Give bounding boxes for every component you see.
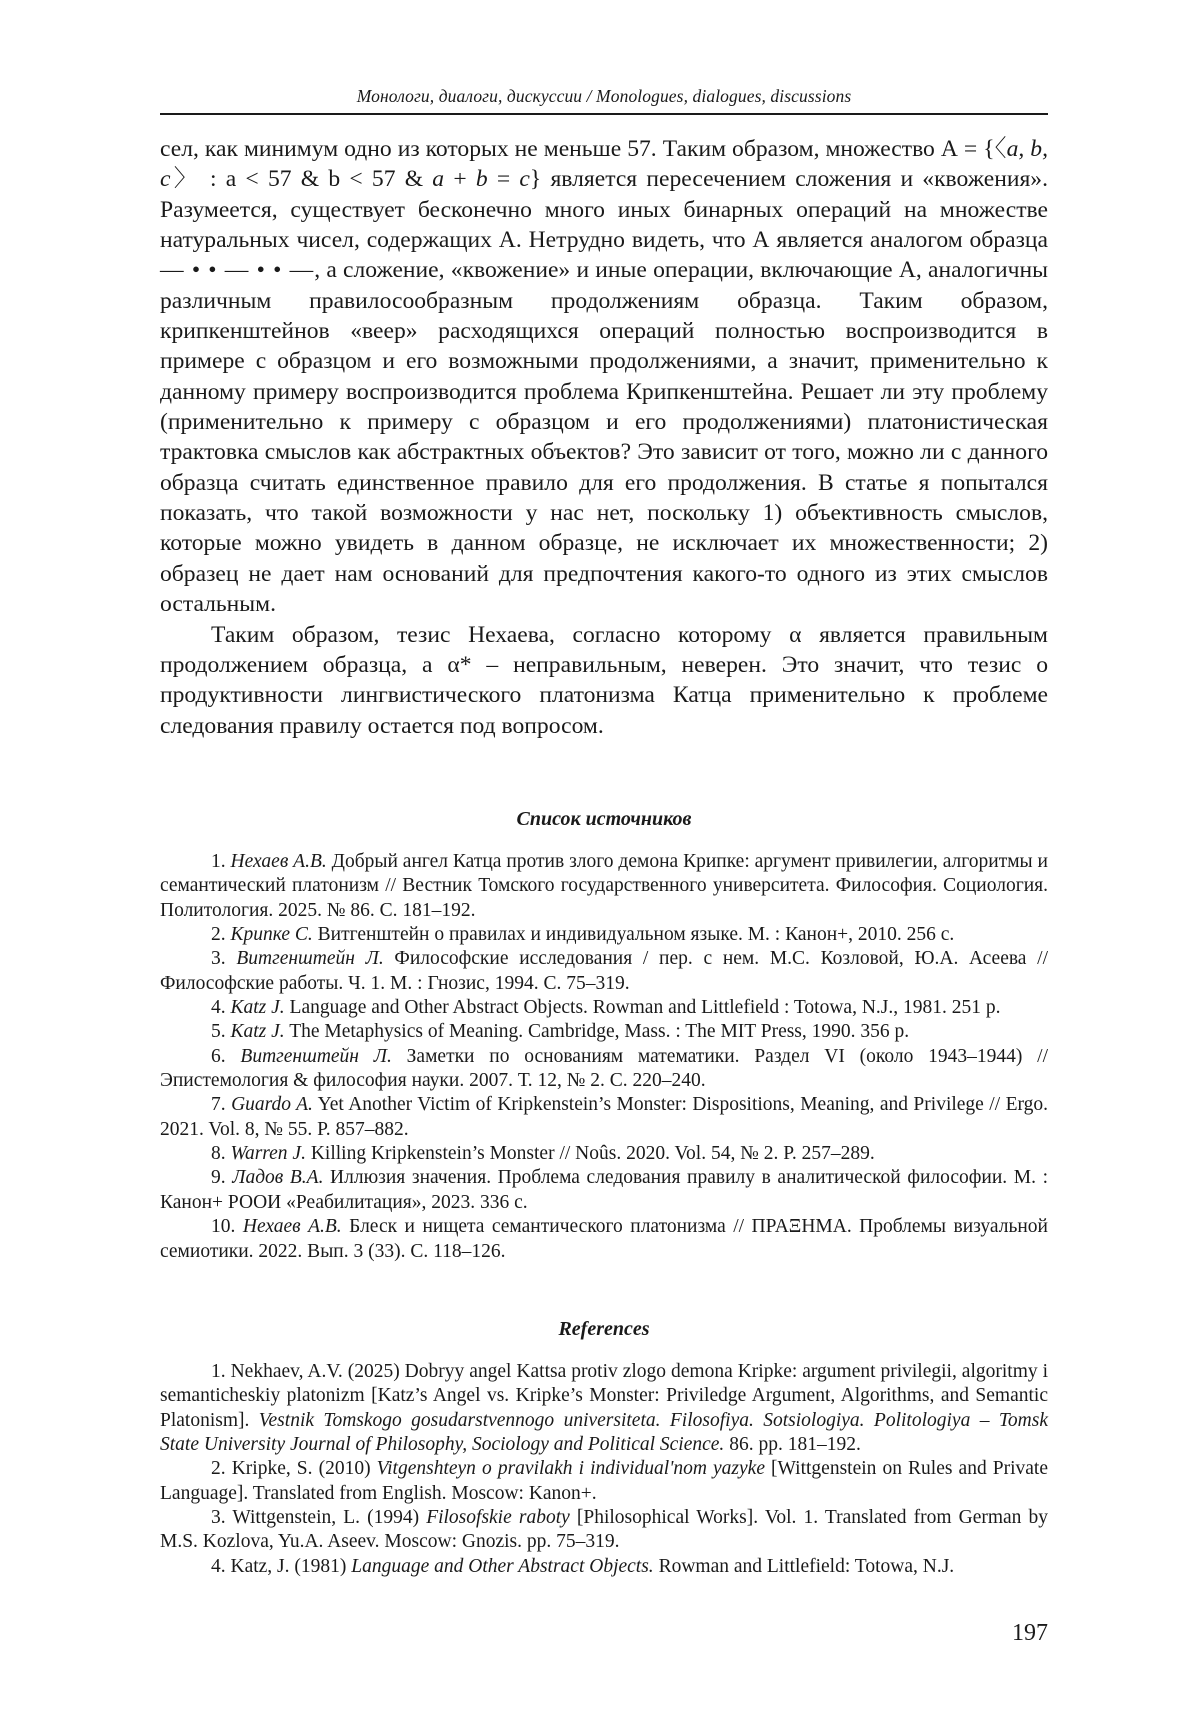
references-list <box>160 1360 1048 1579</box>
source-item: 5. Katz J. The Metaphysics of Meaning. Cambridge, Mass. : The MIT Press, 1990. 356 p. <box>211 1021 910 1043</box>
running-head: Монологи, диалоги, дискуссии / Monologues, dialogues, discussions <box>356 86 852 106</box>
header-rule <box>160 113 1048 115</box>
reference-item: 3. Wittgenstein, L. (1994) Filosofskie raboty [Philosophical Works]. Vol. 1. Translated from German by M.S. Kozlova, Yu.A. Aseev. Moscow: Gnozis. pp. 75–319. <box>160 1507 1049 1553</box>
reference-item: 4. Katz, J. (1981) Language and Other Abstract Objects. Rowman and Littlefield: Totowa, N.J. <box>211 1555 955 1577</box>
paragraph-2: Таким образом, тезис Нехаева, согласно которому α является правильным продолжением образца, а α* – неправильным, неверен. Это значит, что тезис о продуктивности лингвистического платонизма Катца применительно к проблеме следования правилу остается под вопросом. <box>160 621 1048 739</box>
source-item: 8. Warren J. Killing Kripkenstein’s Monster // Noûs. 2020. Vol. 54, № 2. P. 257–289. <box>211 1143 875 1165</box>
source-item: 10. Нехаев А.В. Блеск и нищета семантического платонизма // ΠΡΑΞΗΜΑ. Проблемы визуальной семиотики. 2022. Вып. 3 (33). С. 118–126. <box>160 1216 1048 1262</box>
reference-item: 2. Kripke, S. (2010) Vitgenshteyn o pravilakh i individual'nom yazyke [Wittgenstein on Rules and Private Language]. Translated from English. Moscow: Kanon+. <box>160 1458 1049 1504</box>
paragraph-1: сел, как минимум одно из которых не меньше 57. Таким образом, множество А = {〈a, b, c〉 : a < 57 & b < 57 & a + b = c} является пересечением сложения и «квожения». Разумеется, существует бесконечно много иных бинарных операций на множестве натуральных чисел, содержащих А. Нетрудно видеть, что А является аналогом образца — • • — • • —, а сложение, «квожение» и иные операции, включающие А, аналогичны различным правилосообразным продолжениям образца. Таким образом, крипкенштейнов «веер» расходящихся операций полностью воспроизводится в примере с образцом и его возможными продолжениями, а значит, применительно к данному примеру воспроизводится проблема Крипкенштейна. Решает ли эту проблему (применительно к примеру с образцом и его продолжениями) платонистическая трактовка смыслов как абстрактных объектов? Это зависит от того, можно ли с данного образца считать единственное правило для его продолжения. В статье я попытался показать, что такой возможности у нас нет, поскольку 1) объективность смыслов, которые можно увидеть в данном образце, не исключает их множественности; 2) образец не дает нам оснований для предпочтения какого-то одного из этих смыслов остальным. <box>160 136 1049 618</box>
pattern-sample: — • • — • • — <box>160 257 315 284</box>
page-number: 197 <box>1012 1620 1048 1646</box>
source-item: 6. Витгенштейн Л. Заметки по основаниям математики. Раздел VI (около 1943–1944) // Эпистемология & философия науки. 2007. Т. 12, № 2. С. 220–240. <box>160 1045 1048 1092</box>
references-heading: References <box>558 1318 650 1340</box>
sources-heading: Список источников <box>516 808 692 830</box>
source-item: 1. Нехаев А.В. Добрый ангел Катца против злого демона Крипке: аргумент привилегии, алгоритмы и семантический платонизм // Вестник Томского государственного университета. Философия. Социология. Политология. 2025. № 86. С. 181–192. <box>160 851 1048 921</box>
main-text <box>160 134 1048 741</box>
source-item: 7. Guardo A. Yet Another Victim of Kripkenstein’s Monster: Dispositions, Meaning, and Privilege // Ergo. 2021. Vol. 8, № 55. P. 857–882. <box>160 1094 1048 1140</box>
source-item: 2. Крипке С. Витгенштейн о правилах и индивидуальном языке. М. : Канон+, 2010. 256 с. <box>211 924 955 946</box>
source-item: 3. Витгенштейн Л. Философские исследования / пер. с нем. М.С. Козловой, Ю.А. Асеева // Философские работы. Ч. 1. М. : Гнозис, 1994. С. 75–319. <box>160 948 1048 994</box>
sources-list <box>160 850 1048 1264</box>
reference-item: 1. Nekhaev, A.V. (2025) Dobryy angel Kattsa protiv zlogo demona Kripke: argument privilegii, algoritmy i semanticheskiy platonizm [Katz’s Angel vs. Kripke’s Monster: Priviledge Argument, Algorithms, and Semantic Platonism]. Vestnik Tomskogo gosudarstvennogo universiteta. Filosofiya. Sotsiologiya. Politologiya – Tomsk State University Journal of Philosophy, Sociology and Political Science. 86. pp. 181–192. <box>160 1361 1048 1456</box>
source-item: 4. Katz J. Language and Other Abstract Objects. Rowman and Littlefield : Totowa, N.J., 1981. 251 p. <box>211 997 1001 1019</box>
source-item: 9. Ладов В.А. Иллюзия значения. Проблема следования правилу в аналитической философии. М. : Канон+ РООИ «Реабилитация», 2023. 336 с. <box>160 1167 1049 1213</box>
